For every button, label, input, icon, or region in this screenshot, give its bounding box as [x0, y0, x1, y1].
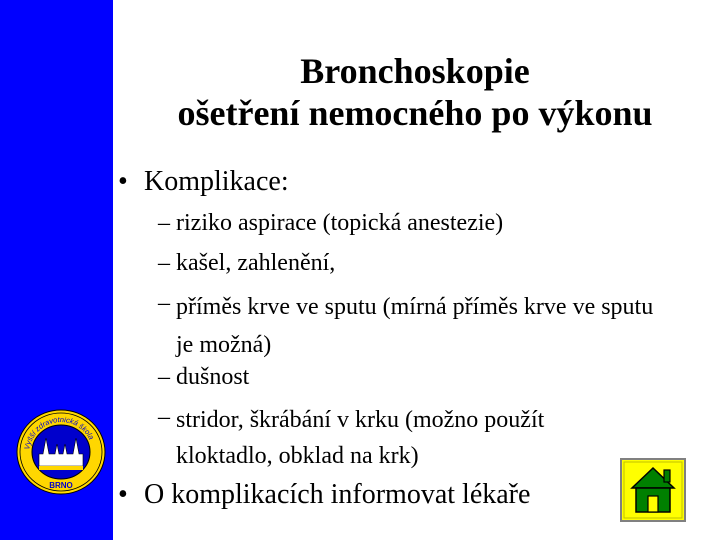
logo-ring-text: Vyšší zdravotnická škola: [22, 414, 97, 451]
dash-marker: –: [158, 290, 170, 316]
sub-bullet-item: [158, 248, 678, 278]
logo-inner-text: BRNO: [49, 481, 73, 490]
sub-bullet-text: stridor, škrábání v krku (možno použít kloktadlo, obklad na krk): [176, 407, 545, 469]
sub-bullet-text: riziko aspirace (topická anestezie): [176, 210, 504, 236]
sub-bullet-text: příměs krve ve sputu (mírná příměs krve ve sputu je možná): [176, 294, 654, 358]
bullet-text: Komplikace:: [144, 166, 289, 197]
sub-bullet-item: [158, 362, 678, 392]
dash-marker: –: [158, 404, 170, 430]
sub-bullet-item: [158, 288, 668, 364]
dash-marker: –: [158, 210, 170, 236]
bullet-marker: •: [118, 166, 128, 197]
sub-bullet-text: kašel, zahlenění,: [176, 250, 336, 276]
title-line-1: Bronchoskopie: [300, 51, 530, 91]
school-logo: [15, 408, 107, 496]
sub-bullet-item: [158, 402, 638, 474]
sub-bullet-item: [158, 208, 678, 238]
slide-title: [130, 50, 700, 134]
home-button[interactable]: [620, 458, 686, 522]
bullet-text: O komplikacích informovat lékaře: [144, 479, 531, 510]
school-seal-icon: [15, 408, 107, 496]
dash-marker: –: [158, 364, 170, 390]
home-icon: [620, 458, 686, 522]
dash-marker: –: [158, 250, 170, 276]
bullet-marker: •: [118, 479, 128, 510]
sub-bullet-text: dušnost: [176, 364, 250, 390]
title-line-2: ošetření nemocného po výkonu: [177, 93, 653, 133]
